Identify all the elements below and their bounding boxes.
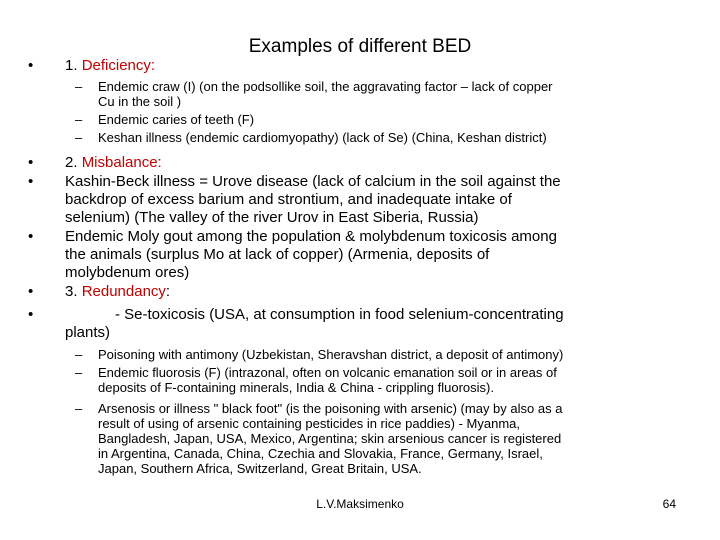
section-3-heading (65, 283, 170, 301)
section-3-number: 3. (65, 283, 78, 300)
section-2-number: 2. (65, 154, 78, 171)
bullet-2: • (28, 154, 34, 171)
list-item (98, 112, 254, 127)
line: Bangladesh, Japan, USA, Mexico, Argentina; skin arsenious cancer is registered (98, 431, 562, 446)
line: Endemic Moly gout among the population & molybdenum toxicosis among (65, 228, 557, 245)
footer-author: L.V.Maksimenko (316, 497, 404, 511)
dash-1-3: – (75, 130, 83, 145)
line: Poisoning with antimony (Uzbekistan, Sheravshan district, a deposit of antimony) (98, 347, 564, 362)
bullet-1: • (28, 57, 34, 74)
line: deposits of F-containing minerals, India & China - crippling fluorosis). (98, 380, 494, 395)
list-item (98, 401, 562, 476)
kashin-beck-paragraph (65, 173, 561, 227)
section-3-label: Redundancy (81, 283, 166, 300)
line: molybdenum ores) (65, 264, 190, 281)
line: Endemic craw (I) (on the podsollike soil, the aggravating factor – lack of copper (98, 79, 553, 94)
bullet-6: • (28, 306, 34, 323)
line: Endemic caries of teeth (F) (98, 112, 255, 127)
dash-3-2: – (75, 365, 83, 380)
section-1-label: Deficiency: (81, 57, 156, 74)
se-toxicosis-line: - Se-toxicosis (USA, at consumption in food selenium-concentrating (115, 306, 564, 323)
list-item (98, 79, 553, 109)
slide-title: Examples of different BED (248, 36, 472, 57)
dash-1-1: – (75, 79, 83, 94)
dash-1-2: – (75, 112, 83, 127)
list-item (98, 347, 563, 362)
se-toxicosis-line-2: plants) (65, 324, 111, 341)
section-3-colon: : (165, 283, 171, 300)
section-1-heading (65, 57, 155, 75)
line: Arsenosis or illness " black foot" (is the poisoning with arsenic) (may by also as a (98, 401, 563, 416)
line: result of using of arsenic containing pesticides in rice paddies) - Myanma, (98, 416, 520, 431)
line: backdrop of excess barium and strontium, and inadequate intake of (65, 191, 512, 208)
line: Japan, Southern Africa, Switzerland, Great Britain, USA. (98, 461, 422, 476)
page-number: 64 (662, 497, 676, 511)
line: the animals (surplus Mo at lack of copper) (Armenia, deposits of (65, 246, 490, 263)
moly-gout-paragraph (65, 228, 557, 282)
line: Endemic fluorosis (F) (intrazonal, often on volcanic emanation soil or in areas of (98, 365, 557, 380)
line: Kashin-Beck illness = Urove disease (lack of calcium in the soil against the (65, 173, 561, 190)
dash-3-3: – (75, 401, 83, 416)
line: Keshan illness (endemic cardiomyopathy) (lack of Se) (China, Keshan district) (98, 130, 547, 145)
bullet-3: • (28, 173, 34, 190)
list-item (98, 365, 557, 395)
section-2-label: Misbalance: (81, 154, 162, 171)
bullet-4: • (28, 228, 34, 245)
line: in Argentina, Canada, China, Czechia and Slovakia, France, Germany, Israel, (98, 446, 543, 461)
bullet-5: • (28, 283, 34, 300)
list-item (98, 130, 547, 145)
line: selenium) (The valley of the river Urov in East Siberia, Russia) (65, 209, 479, 226)
line: Cu in the soil ) (98, 94, 182, 109)
section-2-heading (65, 154, 162, 172)
dash-3-1: – (75, 347, 83, 362)
section-1-number: 1. (65, 57, 78, 74)
